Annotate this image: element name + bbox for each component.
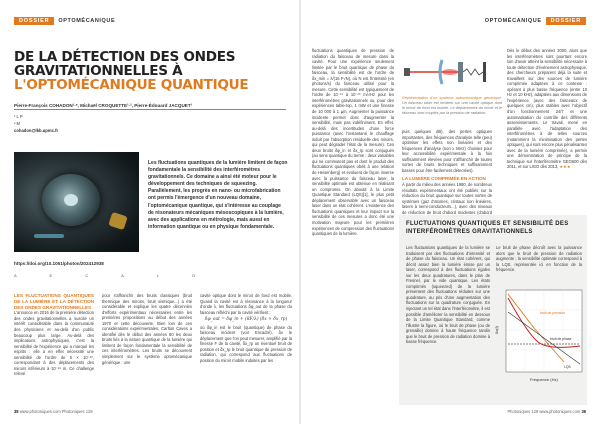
paragraph: À partir du milieu des années 1980, de nombreux résultats expérimentaux ont été publiés sur la réduction du bruit quantique sur toutes sortes de systèmes (gaz d'atomes, cristaux non linéaires, lasers à semi-conducteurs...), avec des niveaux de réduction de bruit d'abord modestes (d'abord [402, 182, 492, 215]
noise-curves [494, 284, 586, 388]
title-line-1: DE LA DÉTECTION DES ONDES [14, 49, 236, 65]
paragraph: cavité optique dont le miroir de fond est mobile. Quand la cavité est à résonance à la longueur d'onde λ, les fluctuations δφ_out de la phase du faisceau réfléchi par la cavité vérifient : [200, 293, 292, 315]
cavity-diagram [402, 48, 502, 94]
paragraph: Le bruit de phase décroît avec la puissance alors que le bruit de pression de radiation augmente ; la sensibilité optimale correspond à la LQS, représentée ici en fonction de la fréquence. [496, 245, 582, 273]
dossier-tag: DOSSIER [14, 17, 54, 25]
cavity-mode [442, 69, 458, 75]
end-stars: ★★★ [559, 164, 571, 170]
title-line-2: GRAVITATIONNELLES À [14, 63, 183, 79]
affiliation-1: ¹ L P [14, 114, 23, 119]
doi-link[interactable]: https://doi.org/10.1051/photon/202412938 [14, 261, 104, 266]
section-heading: LA LUMIÈRE COMPRIMÉE EN ACTION [402, 176, 486, 182]
section-heading: LES FLUCTUATIONS QUANTIQUES DE LA LUMIÈRE ET LA DÉTECTION DES ONDES GRAVITATIONNELLES [14, 293, 94, 310]
spring [463, 69, 483, 75]
paragraph: L'annonce en 2016 de la première détection des ondes gravitationnelles a suscité un intérêt considérable dans la communauté des physiciens et au-delà d'un public beaucoup plus large. Au-delà des implications astrophysiques, c'est la sensibilité de l'expérience qui a marqué les esprits : elle a en effet nécessité une sensibilité de l'ordre de 5 × 10⁻²⁰, correspondant à des déplacements des miroirs inférieurs à 10⁻¹⁸ m. Ce challenge relevé [14, 310, 94, 377]
paragraph: pour s'affranchir des bruits classiques (bruit thermique des miroirs, bruit sismique...) a été considérable et explique les quatre décennies d'efforts expérimentaux nécessaires entre les premières propositions au début des années 1970 et cette découverte. Bien loin de ces considérations expérimentales, Carlton Caves a identifié dès le début des années 80 les deux bruits liés à la nature quantique de la lumière qui limitent de façon fondamentale la sensibilité de ces interféromètres. Les bruits se découvrent simplement sur le système optomécanique générique : une [102, 293, 192, 365]
left-footer [14, 409, 93, 414]
right-header [481, 17, 586, 25]
plot-label-sql: LQS [564, 365, 571, 369]
gutter [299, 0, 301, 424]
sidebar-title: FLUCTUATIONS QUANTIQUES ET SENSIBILITÉ DES INTERFÉROMÈTRES GRAVITATIONNELS [406, 221, 569, 235]
sidebar-column-1 [406, 245, 490, 400]
article-title [14, 50, 276, 92]
laser-source [404, 68, 410, 76]
paragraph: Les fluctuations quantiques de la lumière se traduisent par des fluctuations d'intensité et de phase du faisceau. Un état cohérent, qui décrit assez bien la lumière émise par un laser, correspond à des fluctuations égales sur les deux quadratures, dans le plan de Fresnel, par le vide quantique. Les états comprimés (squeezed) de la lumière présentent des fluctuations réduites sur une quadrature, au prix d'une augmentation des fluctuations sur la quadrature conjuguée. En injectant un tel état dans l'interféromètre, il est possible d'améliorer la sensibilité en dessous de la Limite Quantique Standard, comme l'illustre la figure, où le bruit de phase (ou de grenaille) domine à haute fréquence tandis que le bruit de pression de radiation domine à basse fréquence. [406, 245, 490, 345]
paragraph-text: Dès le début des années 2000, alors que les interféromètres sont pourtant encore loin d'avoir atteint la sensibilité nécessaire à toute détection d'événement astrophysique, des chercheurs préparent déjà la suite et travaillent sur des sources de lumière comprimée adaptées à ce contexte : opérant à plus basse fréquence (entre 10 Hz et 10 kHz), adaptées aux dimensions de l'expérience (avec des faisceaux de quelques cm), plus stables avec l'objectif d'un fonctionnement 24/7 et une automatisation du contrôle des différents asservissements. Le travail, mené en parallèle avec l'adaptation des interféromètres à de telles sources (notamment la minimisation des pertes optiques), qui sont encore plus pénalisantes avec de la lumière comprimée), a permis une démonstration de principe de la technique sur l'interféromètre GEO600 dès 2011, et sur LIGO dès 2013, [507, 48, 587, 170]
footer-issue: Photoniques 129 [507, 409, 539, 414]
title-line-3: L'OPTOMÉCANIQUE QUANTIQUE [14, 77, 249, 93]
paragraph [507, 48, 587, 170]
equation: δφ_out = δφ_in + (8F/λ) (δx + δx_rp) [204, 317, 288, 323]
left-column-1 [14, 293, 94, 405]
left-header [14, 17, 119, 25]
lead-paragraph: Les fluctuations quantiques de la lumière limitent de façon fondamentale la sensibilité des interféromètres gravitationnels. Ce domaine a ainsi été moteur pour le développement des techniques de squeezing. Parallèlement, les progrès en nano- ou microfabrication ont permis l'émergence d'un nouveau domaine, l'optomécanique quantique, qui s'intéresse au couplage de résonateurs mécaniques mésoscopiques à la lumière, avec des applications en métrologie, mais aussi en information quantique ou en physique fondamentale. [148, 160, 288, 230]
caption-text: Un faisceau laser est incident sur une cavité optique dont le miroir de fond est mobile. Le déplacement du miroir et le faisceau sont couplés par la pression de radiation. [402, 101, 502, 115]
affiliation-2: ² M [14, 121, 21, 126]
plot-xlabel: Fréquence (Hz) [530, 377, 558, 382]
section-label: OPTOMÉCANIQUE [58, 18, 116, 24]
right-column-1 [312, 48, 394, 403]
spaced-letters: A E C A L O [14, 273, 211, 278]
paragraph: puis quelques dB), des pertes optiques importantes, des fréquences d'analyse telle (peu) optimiser les effets non linéaires et des fréquences d'analyse (non ≥ MHz) choisies pour leur accessibilité expérimentale à la fois suffisamment élevées pour s'affranchir de toutes sortes de bruits techniques et suffisamment basses pour être facilement détectées). [402, 129, 492, 173]
right-column-3 [507, 48, 587, 206]
figure-caption [402, 96, 502, 116]
left-column-2 [102, 293, 192, 405]
left-column-3 [200, 293, 292, 405]
right-footer [507, 409, 586, 414]
lead-photo [14, 152, 139, 252]
sidebar-column-2 [496, 245, 582, 285]
footer-site: www.photoniques.com [539, 409, 581, 414]
section-label: OPTOMÉCANIQUE [484, 18, 542, 24]
footer-issue: Photoniques 129 [61, 409, 93, 414]
footer-site: www.photoniques.com [19, 409, 61, 414]
authors-line: Pierre-François COHADON¹·*, Michaël CROQUETTE¹·², Pierre-Édouard JACQUET¹ [14, 103, 286, 110]
dossier-tag: DOSSIER [546, 17, 586, 25]
light-glow [34, 234, 64, 238]
plot-label-pressure: bruit de pression [540, 311, 566, 315]
caption-highlight: Représentation d'un système optomécanique générique. [402, 96, 502, 100]
mobile-mirror [458, 62, 463, 82]
plot-label-phase: bruit de phase [550, 337, 572, 341]
wall [483, 62, 486, 82]
sensitivity-plot [494, 284, 586, 388]
page-number: 38 [14, 409, 19, 414]
paragraph: où δφ_in est le bruit (quantique) de phase du faisceau incident (voir Encadré), δx le déplacement que l'on peut mesurer, amplifié par la finesse F de la cavité, δx_rp un éventuel bruit de position et δx_rp le bruit quantique de pression de radiation, qui correspond aux fluctuations de position du miroir mobile induites par les [200, 324, 292, 364]
gold-contact [108, 212, 128, 230]
page-number: 39 [581, 409, 586, 414]
paragraph: fluctuations quantiques de pression de radiation du faisceau de mesure dans la cavité. Pour une expérience seulement limitée par le bruit quantique de phase du faisceau, la sensibilité est de l'ordre de δx_min = λ/(16 F√N), où N est l'intensité (en photons/s) du faisceau utilisé pour la mesure. Cette sensibilité est typiquement de l'ordre de 10⁻¹⁹ à 10⁻²⁰ m/√Hz pour les interféromètres gravitationnels ou, pour des expériences table-top, 1 mW et une finesse de 10 000 à 1 µm. Augmenter la puissance incidente permet donc d'augmenter la sensibilité, mais pas indéfiniment. En effet, au-delà des incertitudes d'une force puissance (avec l'instantané le chauffage induit par l'absorption résiduelle des miroirs, qui peut dégrader l'état de la mesure). Ces deux bruits δφ_in et δx_rp sont conjugués (au sens quantique du terme : deux variables qui ne commutent pas et dont le produit des fluctuations quantiques obéit à une relation de Heisenberg) et évoluent de façon inverse avec la puissance du faisceau laser, la sensibilité optimale est obtenue en réalisant un compromis. On aboutit à la Limite Quantique Standard (LQS)[1], le plus petit déplacement observable avec un faisceau laser dans un état cohérent. L'existence des fluctuations quantiques et leur impact sur la sensibilité de ces mesures a donc été une motivation majeure pour les premières expériences de compression des fluctuations quantiques de la lumière. [312, 48, 394, 237]
plot-ylabel: δx(f) [494, 325, 499, 334]
author-email[interactable]: cohadon@lkb.upmc.fr [14, 128, 59, 133]
mirror-core [64, 194, 78, 206]
affiliations [14, 113, 58, 134]
optomechanics-figure [402, 48, 502, 94]
